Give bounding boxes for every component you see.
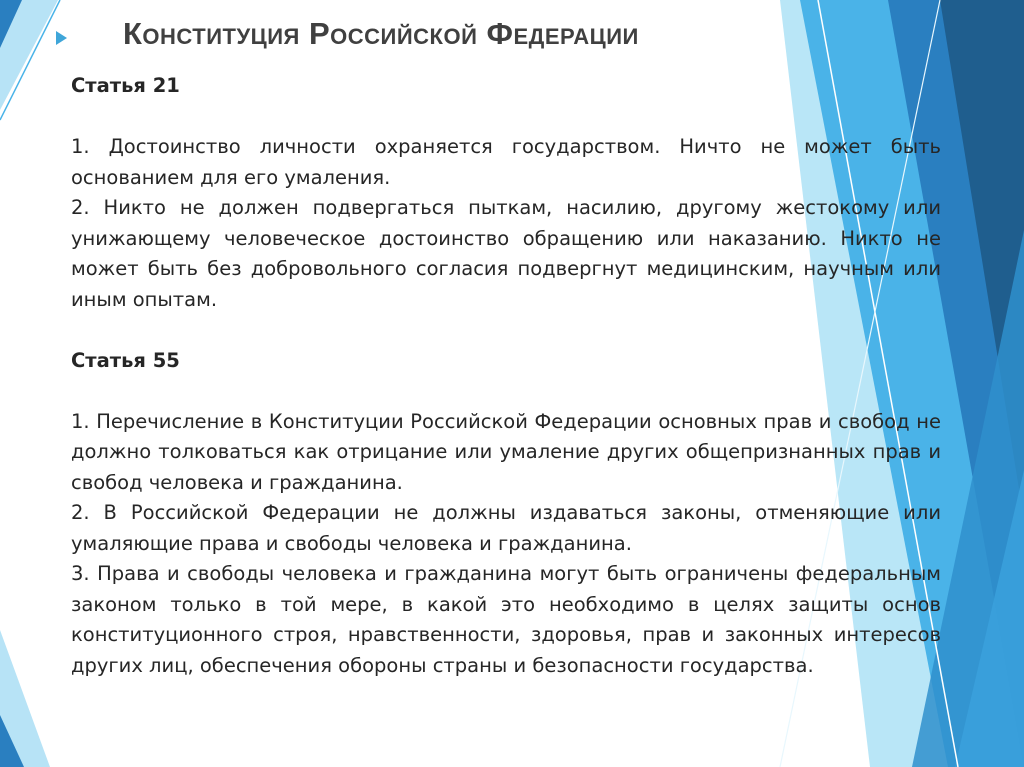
triangle-bullet-icon: [56, 31, 67, 45]
article-55-paragraph-1: 1. Перечисление в Конституции Российской Федерации основных прав и свобод не должно толковаться как отрицание или умаление других общепризнанных прав и свобод человека и гражданина.: [71, 409, 941, 494]
page-title: Конституция Российской Федерации: [123, 16, 639, 51]
spacer: [71, 315, 941, 346]
spacer: [71, 102, 941, 133]
article-21-paragraph-2: 2. Никто не должен подвергаться пыткам, насилию, другому жестокому или унижающему человеческое достоинство обращению или наказанию. Никто не может быть без добровольного согласия подвергнут медицинским, научным или иным опытам.: [71, 196, 941, 311]
slide-content: [71, 71, 941, 681]
article-21-paragraph-1: 1. Достоинство личности охраняется государством. Ничто не может быть основанием для его умаления.: [71, 135, 941, 189]
spacer: [71, 376, 941, 407]
article-55-paragraph-2: 2. В Российской Федерации не должны издаваться законы, отменяющие или умаляющие права и свободы человека и гражданина.: [71, 501, 941, 555]
article-21-heading: Статья 21: [71, 74, 180, 97]
article-55-heading: Статья 55: [71, 348, 180, 372]
article-55-paragraph-3: 3. Права и свободы человека и гражданина могут быть ограничены федеральным законом только в той мере, в какой это необходимо в целях защиты основ конституционного строя, нравственности, здоровья, прав и законных интересов других лиц, обеспечения обороны страны и безопасности государства.: [71, 562, 941, 677]
